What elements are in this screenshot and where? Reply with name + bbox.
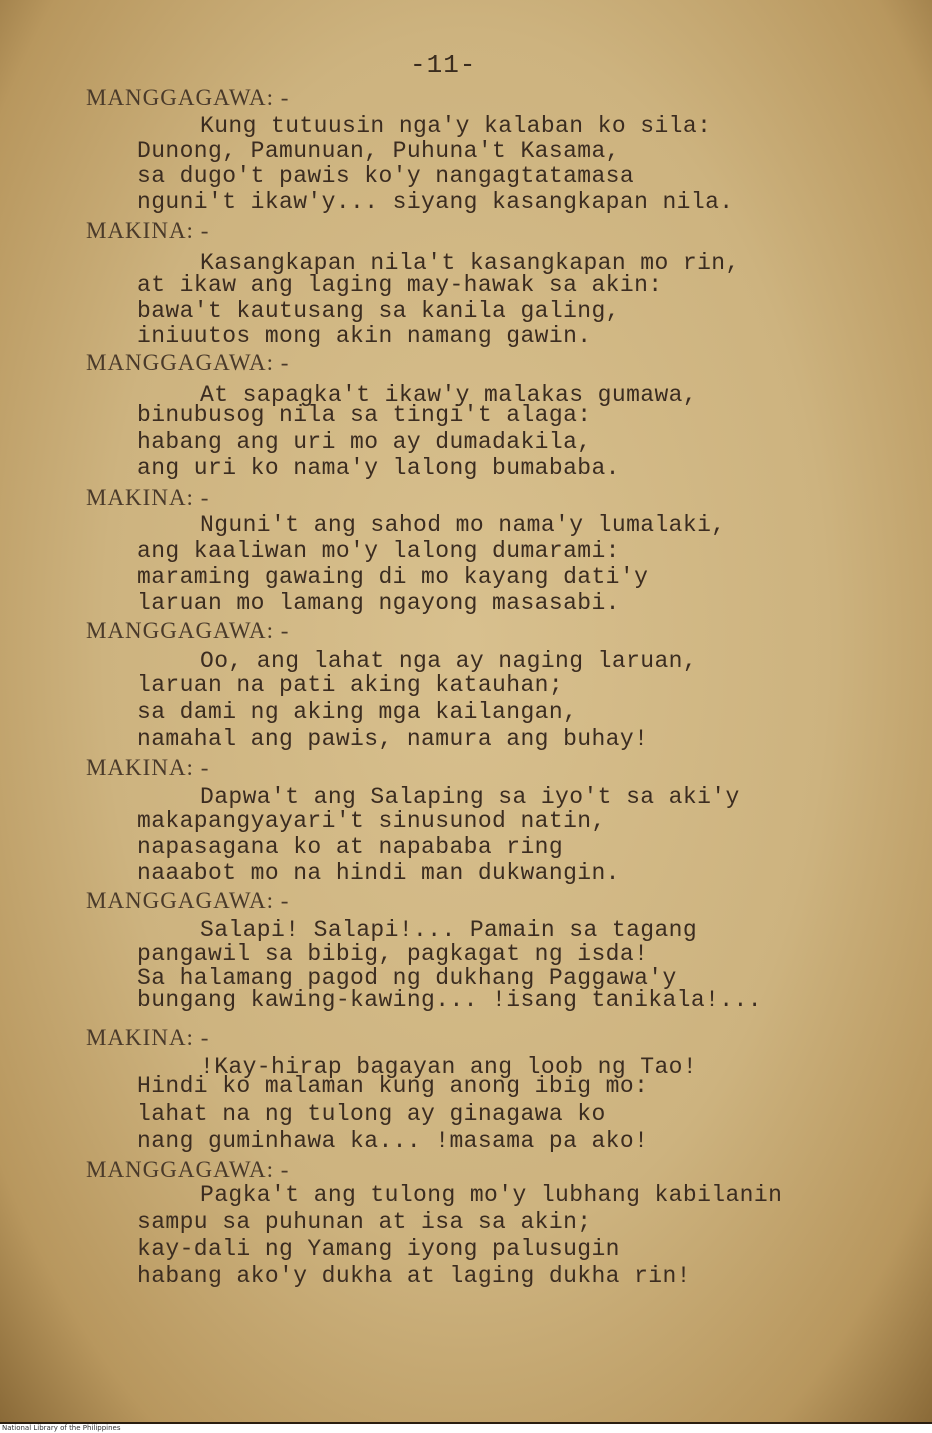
verse-line: at ikaw ang laging may-hawak sa akin: — [137, 272, 663, 298]
speaker-label: MANGGAGAWA: - — [86, 85, 290, 110]
verse-line: sampu sa puhunan at isa sa akin; — [137, 1209, 592, 1235]
speaker-label: MANGGAGAWA: - — [86, 1157, 290, 1182]
verse-line: Salapi! Salapi!... Pamain sa tagang — [200, 917, 698, 943]
speaker-label: MANGGAGAWA: - — [86, 888, 290, 913]
speaker-label: MAKINA: - — [86, 218, 210, 243]
page-number: -11- — [410, 50, 477, 80]
verse-line: napasagana ko at napababa ring — [137, 834, 564, 860]
verse-line: Pagka't ang tulong mo'y lubhang kabilanin — [200, 1182, 783, 1208]
speaker-label: MAKINA: - — [86, 755, 210, 780]
verse-line: ang uri ko nama'y lalong bumababa. — [137, 455, 620, 481]
footer-credit: National Library of the Philippines — [2, 1424, 121, 1432]
verse-line: maraming gawaing di mo kayang dati'y — [137, 564, 649, 590]
verse-line: Nguni't ang sahod mo nama'y lumalaki, — [200, 512, 726, 538]
verse-line: sa dugo't pawis ko'y nangagtatamasa — [137, 163, 635, 189]
verse-line: nang guminhawa ka... !masama pa ako! — [137, 1128, 649, 1154]
verse-line: Dapwa't ang Salaping sa iyo't sa aki'y — [200, 784, 740, 810]
speaker-label: MAKINA: - — [86, 485, 210, 510]
verse-line: pangawil sa bibig, pagkagat ng isda! — [137, 941, 649, 967]
verse-line: naaabot mo na hindi man dukwangin. — [137, 860, 620, 886]
verse-line: !Kay-hirap bagayan ang loob ng Tao! — [200, 1054, 698, 1080]
verse-line: laruan na pati aking katauhan; — [137, 672, 564, 698]
verse-line: Hindi ko malaman kung anong ibig mo: — [137, 1073, 649, 1099]
verse-line: At sapagka't ikaw'y malakas gumawa, — [200, 382, 698, 408]
verse-line: Kung tutuusin nga'y kalaban ko sila: — [200, 113, 712, 139]
verse-line: namahal ang pawis, namura ang buhay! — [137, 726, 649, 752]
verse-line: binubusog nila sa tingi't alaga: — [137, 402, 592, 428]
verse-line: bungang kawing-kawing... !isang tanikala!... — [137, 987, 762, 1013]
verse-line: nguni't ikaw'y... siyang kasangkapan nila. — [137, 189, 734, 215]
verse-line: habang ang uri mo ay dumadakila, — [137, 429, 592, 455]
speaker-label: MANGGAGAWA: - — [86, 350, 290, 375]
verse-line: bawa't kautusang sa kanila galing, — [137, 298, 620, 324]
verse-line: ang kaaliwan mo'y lalong dumarami: — [137, 538, 620, 564]
speaker-label: MANGGAGAWA: - — [86, 618, 290, 643]
verse-line: makapangyayari't sinusunod natin, — [137, 808, 606, 834]
verse-line: Sa halamang pagod ng dukhang Paggawa'y — [137, 965, 677, 991]
verse-line: laruan mo lamang ngayong masasabi. — [137, 590, 620, 616]
verse-line: sa dami ng aking mga kailangan, — [137, 699, 578, 725]
verse-line: lahat na ng tulong ay ginagawa ko — [137, 1101, 606, 1127]
footer-bar — [0, 1424, 932, 1433]
verse-line: iniuutos mong akin namang gawin. — [137, 323, 592, 349]
verse-line: Kasangkapan nila't kasangkapan mo rin, — [200, 250, 740, 276]
verse-line: Dunong, Pamunuan, Puhuna't Kasama, — [137, 138, 620, 164]
verse-line: habang ako'y dukha at laging dukha rin! — [137, 1263, 691, 1289]
speaker-label: MAKINA: - — [86, 1025, 210, 1050]
verse-line: kay-dali ng Yamang iyong palusugin — [137, 1236, 620, 1262]
verse-line: Oo, ang lahat nga ay naging laruan, — [200, 648, 698, 674]
